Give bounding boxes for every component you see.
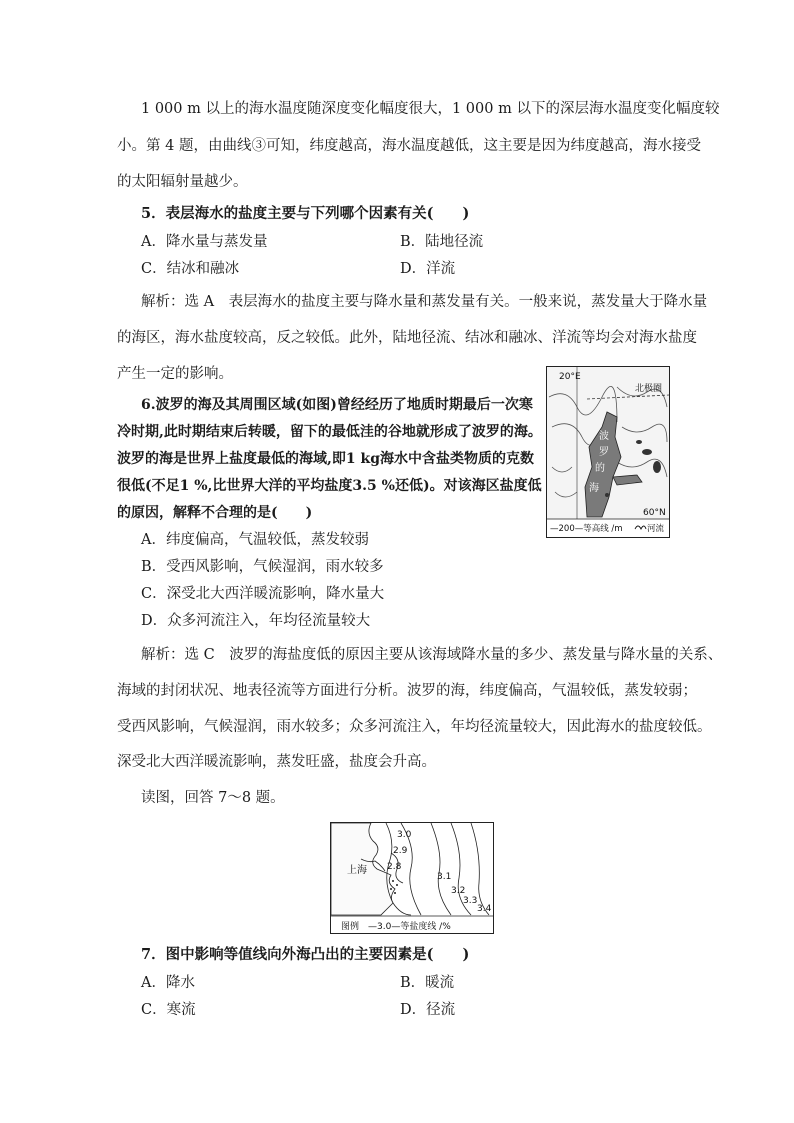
q6-option-a: A．纬度偏高，气温较低，蒸发较弱 <box>141 532 369 548</box>
map-label-arctic: 北极圈 <box>635 384 663 394</box>
intro-line-1: 1 000 m 以上的海水温度随深度变化幅度很大，1 000 m 以下的深层海水温度变化幅度较 <box>141 101 720 117</box>
q5-analysis-line-3: 产生一定的影响。 <box>117 366 233 382</box>
q5-option-a: A．降水量与蒸发量 <box>141 234 268 250</box>
q5-analysis-line-2: 的海区，海水盐度较高，反之较低。此外，陆地径流、结冰和融冰、洋流等均会对海水盐度 <box>117 330 697 346</box>
contour-label-3-4: 3.4 <box>477 904 492 914</box>
intro-line-3: 的太阳辐射量越少。 <box>117 174 248 190</box>
map-sea-char-1: 波 <box>599 431 609 442</box>
salinity-legend: 图例 —3.0—等盐度线 /% <box>341 922 451 932</box>
map-sea-char-2: 罗 <box>599 447 609 458</box>
contour-label-3-3: 3.3 <box>463 896 478 906</box>
map-label-60n: 60°N <box>643 508 666 518</box>
read-prompt: 读图，回答 7～8 题。 <box>141 790 285 806</box>
q5-option-c: C．结冰和融冰 <box>141 261 240 277</box>
q6-stem-line-4: 很低(不足1 %,比世界大洋的平均盐度3.5 %还低)。对该海区盐度低 <box>117 478 542 494</box>
map-sea-char-4: 海 <box>589 483 599 494</box>
q5-option-b: B．陆地径流 <box>400 234 484 250</box>
q7-option-d: D．径流 <box>400 1002 456 1018</box>
q6-option-d: D．众多河流注入，年均径流量较大 <box>141 613 371 629</box>
contour-label-3-1: 3.1 <box>437 872 452 882</box>
contour-label-3-0: 3.0 <box>397 830 412 840</box>
salinity-map-figure <box>330 822 494 934</box>
q6-analysis-line-2: 海域的封闭状况、地表径流等方面进行分析。波罗的海，纬度偏高，气温较低，蒸发较弱； <box>117 683 697 699</box>
q6-option-b: B．受西风影响，气候湿润，雨水较多 <box>141 559 384 575</box>
q6-stem-line-3: 波罗的海是世界上盐度最低的海域,即1 kg海水中含盐类物质的克数 <box>117 451 534 467</box>
q5-stem: 5．表层海水的盐度主要与下列哪个因素有关( ) <box>141 205 470 222</box>
contour-label-2-9: 2.9 <box>393 846 408 856</box>
q6-analysis-line-1: 解析：选 C 波罗的海盐度低的原因主要从该海域降水量的多少、蒸发量与降水量的关系、 <box>141 647 723 663</box>
contour-label-2-8: 2.8 <box>387 862 402 872</box>
q7-option-a: A．降水 <box>141 975 195 991</box>
river-legend-icon <box>635 526 646 529</box>
q6-analysis-line-3: 受西风影响，气候湿润，雨水较多；众多河流注入，年均径流量较大，因此海水的盐度较低。 <box>117 719 712 735</box>
q7-option-b: B．暖流 <box>400 975 455 991</box>
q5-analysis-line-1: 解析：选 A 表层海水的盐度主要与降水量和蒸发量有关。一般来说，蒸发量大于降水量 <box>141 294 708 310</box>
q6-stem-line-1: 6.波罗的海及其周围区域(如图)曾经经历了地质时期最后一次寒 <box>141 397 533 413</box>
map-caption-river: 河流 <box>647 524 665 534</box>
map-label-20e: 20°E <box>559 372 581 382</box>
q6-stem-line-5: 的原因，解释不合理的是( ) <box>117 505 313 521</box>
shanghai-label: 上海 <box>347 865 367 876</box>
salinity-map-drawing <box>331 823 493 933</box>
q6-stem-line-2: 冷时期,此时期结束后转暖，留下的最低洼的谷地就形成了波罗的海。 <box>117 424 542 440</box>
q6-analysis-line-4: 深受北大西洋暖流影响，蒸发旺盛，盐度会升高。 <box>117 754 436 770</box>
map-sea-char-3: 的 <box>595 463 605 474</box>
q7-stem: 7．图中影响等值线向外海凸出的主要因素是( ) <box>141 946 470 963</box>
q5-option-d: D．洋流 <box>400 261 456 277</box>
map-caption-contour: —200—等高线 /m <box>550 524 623 534</box>
q7-option-c: C．寒流 <box>141 1002 196 1018</box>
baltic-map-drawing <box>547 367 669 537</box>
intro-line-2: 小。第 4 题，由曲线③可知，纬度越高，海水温度越低，这主要是因为纬度越高，海水接受 <box>117 138 701 154</box>
baltic-map-figure <box>546 366 670 538</box>
q6-option-c: C．深受北大西洋暖流影响，降水量大 <box>141 586 385 602</box>
contour-label-3-2: 3.2 <box>451 886 466 896</box>
